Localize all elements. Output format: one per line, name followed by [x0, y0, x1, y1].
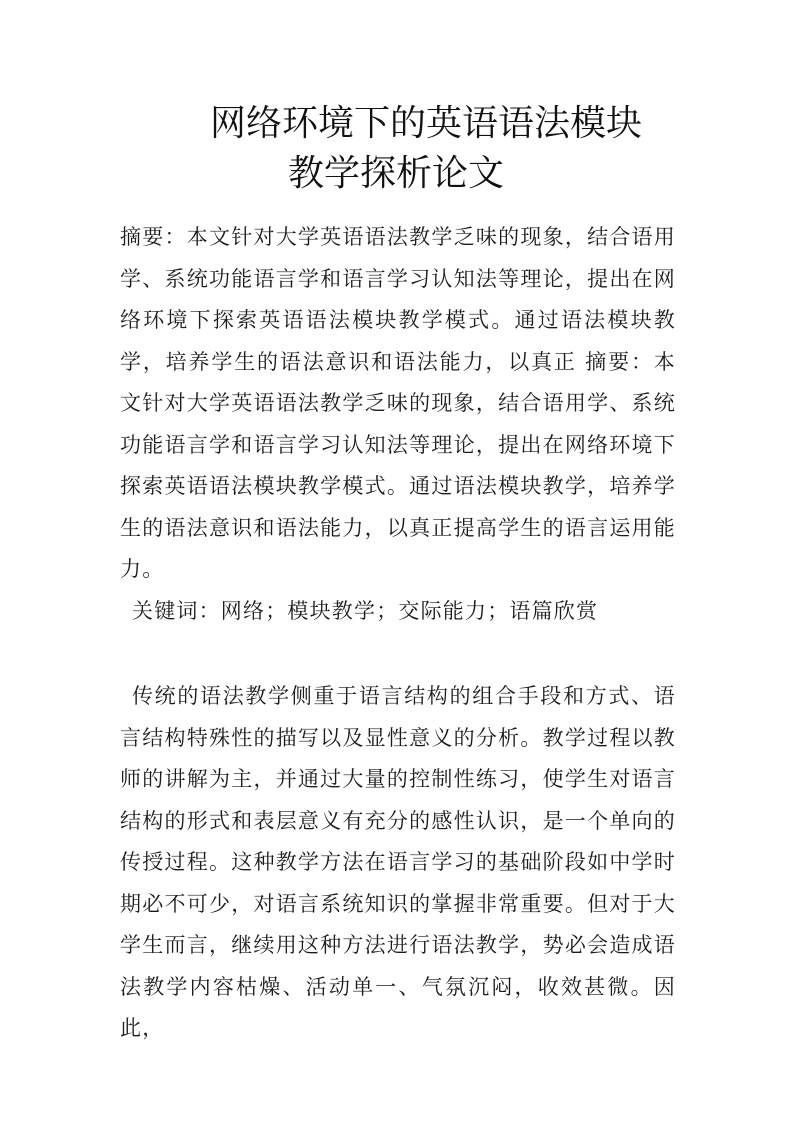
- title-line-2: 教学探析论文: [288, 153, 505, 194]
- keywords-line: 关键词：网络；模块教学；交际能力；语篇欣赏: [132, 599, 599, 623]
- abstract-paragraph: 摘要：本文针对大学英语语法教学乏味的现象，结合语用学、系统功能语言学和语言学习认知法等理论，提出在网络环境下探索英语语法模块教学模式。通过语法模块教学，培养学生的语法意识和语法能力，以真正 摘要：本文针对大学英语语法教学乏味的现象，结合语用学、系统功能语言学和语言学习认知法等理论，提出在网络环境下探索英语语法模块教学模式。通过语法模块教学，培养学生的语法意识和语法能力，以真正提高学生的语言运用能力。: [120, 225, 676, 581]
- body-paragraph: 传统的语法教学侧重于语言结构的组合手段和方式、语言结构特殊性的描写以及显性意义的分析。教学过程以教师的讲解为主，并通过大量的控制性练习，使学生对语言结构的形式和表层意义有充分的感性认识，是一个单向的传授过程。这种教学方法在语言学习的基础阶段如中学时期必不可少，对语言系统知识的掌握非常重要。但对于大学生而言，继续用这种方法进行语法教学，势必会造成语法教学内容枯燥、活动单一、气氛沉闷，收效甚微。因此，: [120, 684, 676, 1040]
- title-line-1: 网络环境下的英语语法模块: [210, 103, 643, 144]
